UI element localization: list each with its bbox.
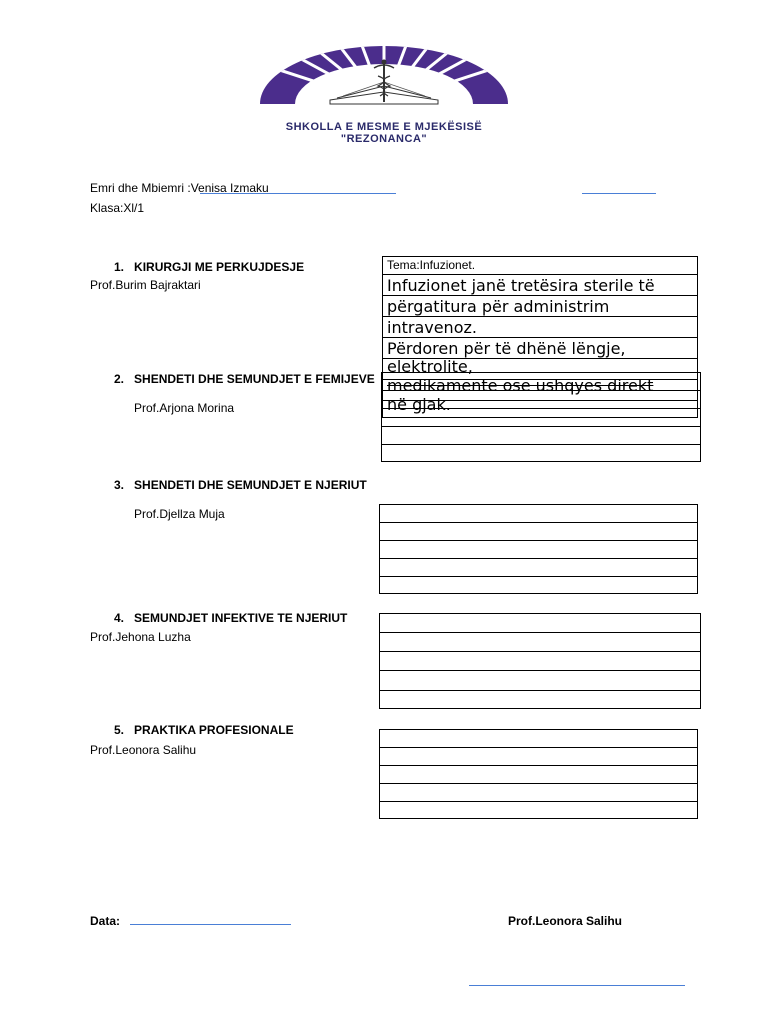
subject-4-heading	[114, 611, 347, 625]
subject-1-number: 1.	[114, 260, 125, 274]
name-underline	[200, 193, 396, 194]
subject-3-title: SHENDETI DHE SEMUNDJET E NJERIUT	[134, 478, 367, 492]
subject-1-teacher: Prof.Burim Bajraktari	[90, 278, 201, 292]
table-4	[379, 613, 701, 709]
subject-5-teacher: Prof.Leonora Salihu	[90, 743, 197, 757]
table-1-line: medikamente ose ushqyes direkt	[387, 376, 654, 395]
subject-2-title: SHENDETI DHE SEMUNDJET E FEMIJEVE	[134, 372, 375, 386]
subject-2-heading	[114, 372, 375, 386]
subject-4-number: 4.	[114, 611, 125, 625]
subject-5-title: PRAKTIKA PROFESIONALE	[134, 723, 294, 737]
subject-3-heading	[114, 478, 367, 492]
student-class: Klasa:Xl/1	[90, 201, 145, 215]
date-label: Data:	[90, 914, 121, 928]
student-name: Emri dhe Mbiemri :Venisa Izmaku	[90, 181, 269, 195]
signature-underline	[469, 985, 685, 986]
subject-5-heading	[114, 723, 294, 737]
logo-emblem	[255, 42, 513, 112]
table-1-overlap	[381, 372, 701, 462]
table-1-line: përgatitura për administrim	[387, 297, 610, 316]
subject-3-teacher: Prof.Djellza Muja	[134, 507, 225, 521]
school-logo	[255, 42, 513, 150]
subject-2-teacher: Prof.Arjona Morina	[134, 401, 235, 415]
table-1-line: Përdoren për të dhënë lëngje,	[387, 339, 626, 358]
table-1-topic: Tema:Infuzionet.	[387, 258, 476, 272]
name-underline-right	[582, 193, 656, 194]
signature-name: Prof.Leonora Salihu	[508, 914, 623, 928]
subject-3-number: 3.	[114, 478, 125, 492]
subject-4-title: SEMUNDJET INFEKTIVE TE NJERIUT	[134, 611, 348, 625]
subject-1-title: KIRURGJI ME PERKUJDESJE	[134, 260, 305, 274]
subject-5-number: 5.	[114, 723, 125, 737]
subject-2-number: 2.	[114, 372, 125, 386]
subject-4-teacher: Prof.Jehona Luzha	[90, 630, 191, 644]
table-1-line: elektrolite,	[387, 357, 473, 376]
table-5	[379, 729, 698, 819]
date-underline	[130, 924, 291, 925]
school-name: SHKOLLA E MESME E MJEKËSISË	[285, 121, 483, 133]
table-3	[379, 504, 698, 594]
table-1-line: në gjak.	[387, 395, 451, 414]
table-1-line: Infuzionet janë tretësira sterile të	[387, 276, 655, 295]
table-1-line: intravenoz.	[387, 318, 477, 337]
subject-1-heading	[114, 260, 304, 274]
school-subname: "REZONANCA"	[340, 133, 428, 145]
